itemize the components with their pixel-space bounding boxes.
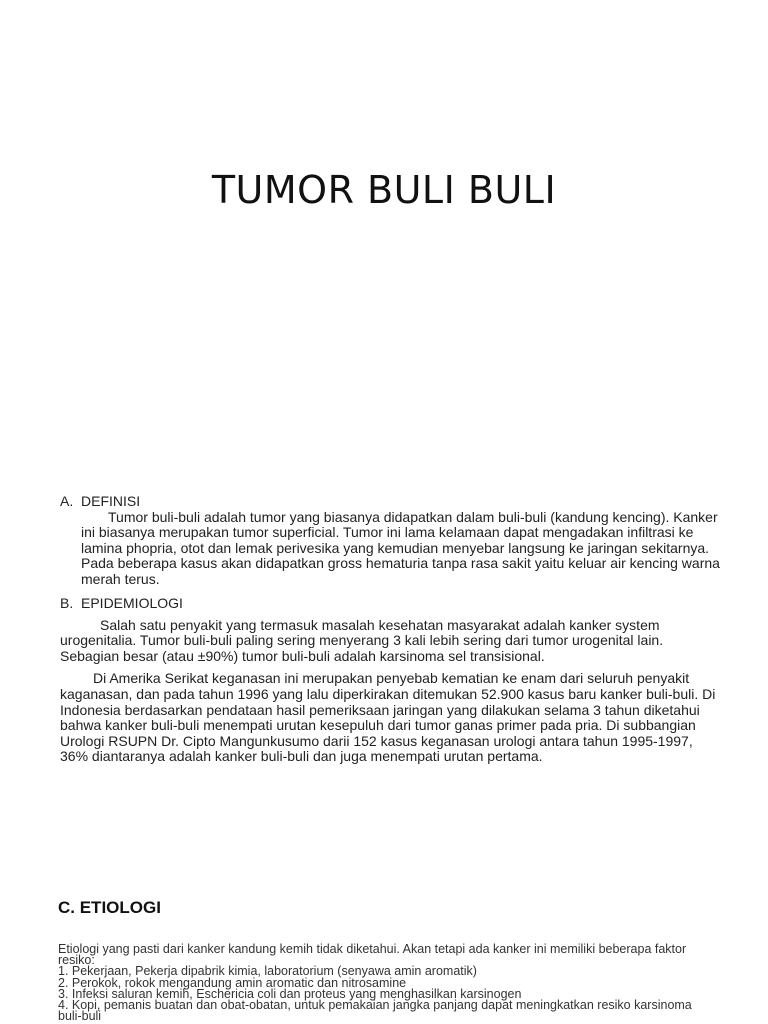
- section-epidemiologi: [60, 596, 720, 765]
- section-etiologi: [58, 944, 718, 1022]
- section-letter: A.: [60, 493, 74, 509]
- etiologi-intro: Etiologi yang pasti dari kanker kandung kemih tidak diketahui. Akan tetapi ada kanker ini memiliki beberapa faktor resiko:: [58, 942, 687, 968]
- section-definisi: [60, 494, 720, 588]
- epidemiologi-paragraph-1: Salah satu penyakit yang termasuk masalah kesehatan masyarakat adalah kanker system urogenitalia. Tumor buli-buli paling sering menyerang 3 kali lebih sering dari tumor urogenital lain. Sebagian besar (atau ±90%) tumor buli-buli adalah karsinoma sel transisional.: [60, 616, 664, 664]
- epidemiologi-paragraph-2: Di Amerika Serikat keganasan ini merupakan penyebab kematian ke enam dari seluruh penyakit kaganasan, dan pada tahun 1996 yang lalu diperkirakan ditemukan 52.900 kasus baru kanker buli-buli. Di Indonesia berdasarkan pendataan hasil pemeriksaan jaringan yang dilakukan selama 3 tahun diketahui bahwa kanker buli-buli menempati urutan kesepuluh dari tumor ganas primer pada pria. Di subbangian Urologi RSUPN Dr. Cipto Mangunkusumo darii 152 kasus keganasan urologi antara tahun 1995-1997, 36% diantaranya adalah kanker buli-buli dan juga menempati urutan pertama.: [60, 670, 716, 765]
- etiologi-heading: C. ETIOLOGI: [58, 898, 161, 917]
- section-heading-row: [60, 596, 720, 612]
- section-heading-row: [60, 494, 720, 510]
- document-title: TUMOR BULI BULI: [211, 168, 557, 212]
- list-item: 1. Pekerjaan, Pekerja dipabrik kimia, laboratorium (senyawa amin aromatik): [58, 964, 477, 979]
- list-item: 4. Kopi, pemanis buatan dan obat-obatan, untuk pemakaian jangka panjang dapat meningkatkan resiko karsinoma buli-buli: [58, 998, 692, 1024]
- section-letter: B.: [60, 595, 74, 611]
- section-heading: EPIDEMIOLOGI: [81, 595, 183, 611]
- list-item: 2. Perokok, rokok mengandung amin aromatic dan nitrosamine: [58, 975, 407, 990]
- definisi-paragraph: Tumor buli-buli adalah tumor yang biasanya didapatkan dalam buli-buli (kandung kencing). Kanker ini biasanya merupakan tumor superficial. Tumor ini lama kelamaan dapat mengadakan infiltrasi ke lamina phopria, otot dan lemak perivesika yang kemudian menyebar langsung ke jaringan sekitarnya. Pada beberapa kasus akan didapatkan gross hematuria tanpa rasa sakit yaitu keluar air kencing warna merah terus.: [81, 508, 720, 587]
- list-item: 3. Infeksi saluran kemih, Eschericia coli dan proteus yang menghasilkan karsinogen: [58, 986, 522, 1001]
- section-heading: DEFINISI: [81, 493, 141, 509]
